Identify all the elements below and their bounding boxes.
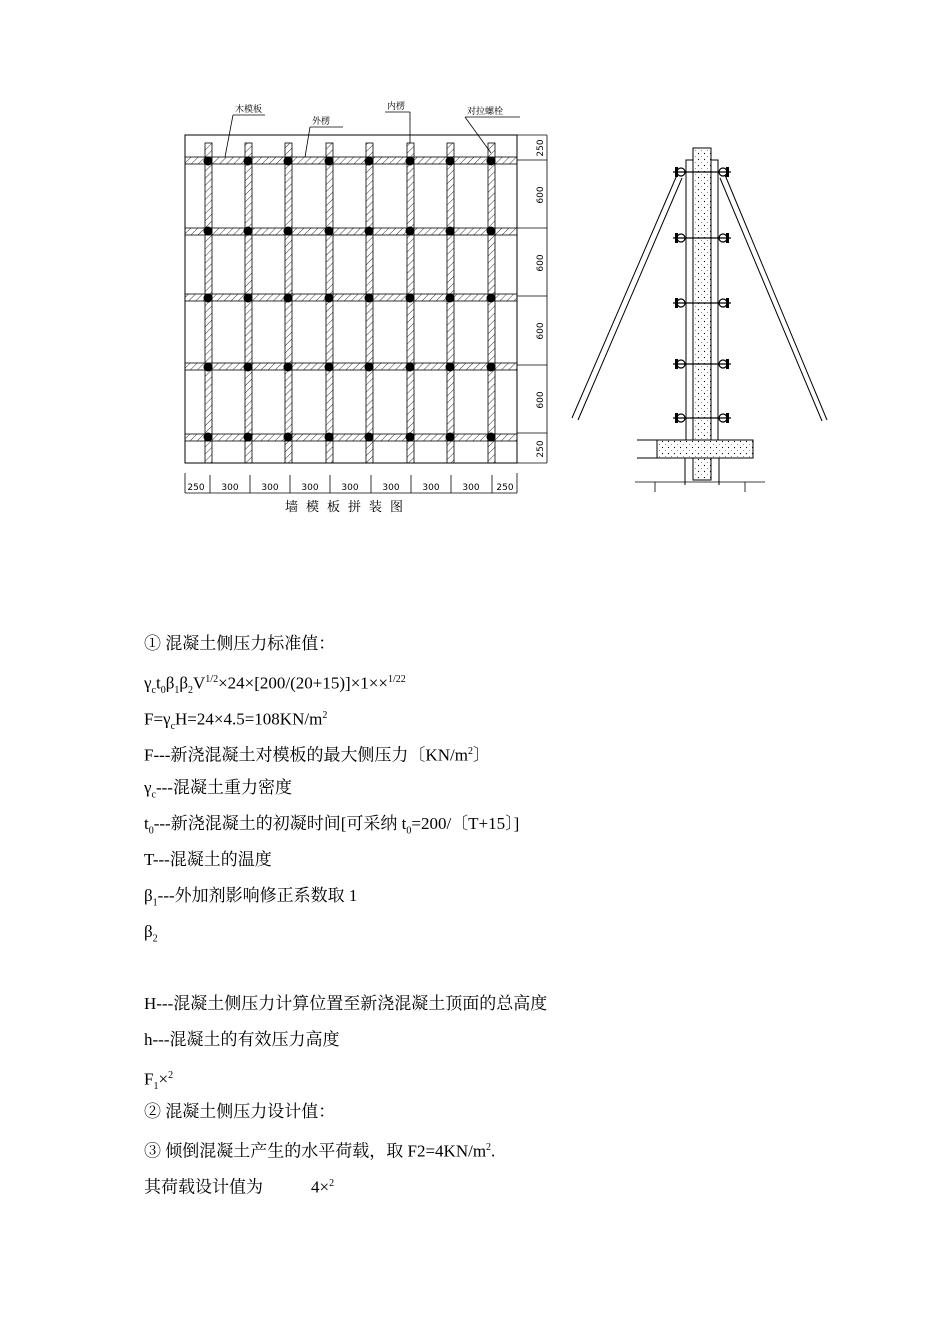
sub: 2 (152, 933, 158, 945)
line-9 (144, 914, 844, 950)
text: ---混凝土重力密度 (155, 778, 292, 797)
text: × (158, 1069, 169, 1089)
line-4 (144, 734, 844, 770)
label-inner-purlin: 内楞 (387, 102, 406, 112)
dim-right: 250 (536, 440, 546, 458)
dim-right: 600 (536, 254, 546, 272)
sub: 2 (188, 685, 194, 697)
sub: 0 (406, 825, 412, 837)
dim-bottom: 300 (301, 483, 319, 493)
line-3 (144, 698, 844, 734)
line-6 (144, 806, 844, 842)
dim-bottom: 250 (496, 483, 514, 493)
text: H---混凝土侧压力计算位置至新浇混凝土顶面的总高度 (144, 994, 548, 1013)
blank-line (144, 950, 844, 986)
text: ② 混凝土侧压力设计值： (144, 1102, 336, 1121)
sup: 1/2 (205, 674, 219, 685)
sub: 1 (153, 1081, 159, 1093)
text: =200/〔T+15〕] (411, 814, 520, 833)
text: γ (144, 778, 152, 797)
line-10 (144, 986, 844, 1022)
text: β (144, 922, 153, 941)
sub: c (170, 721, 176, 733)
line-12 (144, 1058, 844, 1094)
text: γ (144, 673, 152, 693)
text: t (144, 814, 149, 833)
label-wood-formwork: 木模板 (235, 105, 263, 115)
text: β (144, 886, 153, 905)
line-15 (144, 1166, 844, 1202)
outer-purlins (185, 157, 517, 441)
dim-right: 600 (536, 322, 546, 340)
sup: 2 (486, 1142, 492, 1153)
sub: 0 (148, 825, 154, 837)
line-13 (144, 1094, 844, 1130)
text: . (491, 1141, 496, 1161)
line-14 (144, 1130, 844, 1166)
inner-purlins (205, 143, 495, 463)
text: V (193, 673, 206, 693)
sup: 2 (168, 1070, 174, 1081)
text: F---新浇混凝土对模板的最大侧压力〔KN/m (144, 745, 468, 765)
sup: 2 (322, 710, 328, 721)
sub: 1 (152, 897, 158, 909)
text: 4× (311, 1177, 330, 1197)
dim-bottom: 300 (382, 483, 400, 493)
text: T---混凝土的温度 (144, 850, 272, 869)
text: ×24×[200/(20+15)]×1×× (218, 673, 388, 693)
line-1 (144, 626, 844, 662)
text: F=γ (144, 709, 171, 729)
dim-bottom: 300 (462, 483, 480, 493)
figure-caption: 墙模板拼装图 (285, 500, 412, 515)
text: ③ 倾倒混凝土产生的水平荷载，取 F2=4KN/m (144, 1141, 487, 1161)
text: 〕 (472, 745, 490, 765)
text: ---新浇混凝土的初凝时间[可采纳 t (153, 814, 407, 833)
label-outer-purlin: 外楞 (312, 117, 331, 127)
text: h---混凝土的有效压力高度 (144, 1030, 340, 1049)
line-7 (144, 842, 844, 878)
dim-right: 250 (536, 139, 546, 157)
text: ---外加剂影响修正系数取 1 (157, 886, 358, 905)
text: F (144, 1069, 154, 1089)
dim-bottom: 300 (422, 483, 440, 493)
line-11 (144, 1022, 844, 1058)
text: 其荷载设计值为 (144, 1177, 263, 1197)
line-5 (144, 770, 844, 806)
text: ① 混凝土侧压力标准值： (144, 634, 336, 653)
wall-section-diagram (565, 140, 835, 500)
line-8 (144, 878, 844, 914)
dim-bottom: 300 (341, 483, 359, 493)
text: H=24×4.5=108KN/m (175, 709, 323, 729)
calculation-text (144, 626, 844, 1202)
sup: 2 (467, 746, 473, 757)
dim-right: 600 (536, 391, 546, 409)
label-tie-bolt: 对拉螺栓 (467, 107, 504, 117)
text: β (165, 673, 175, 693)
sup: 1/22 (387, 674, 406, 685)
sub: 0 (160, 685, 166, 697)
dim-bottom: 250 (187, 483, 205, 493)
dim-right: 600 (536, 186, 546, 204)
sub: 1 (174, 685, 180, 697)
dim-bottom: 300 (221, 483, 239, 493)
formwork-assembly-diagram (175, 95, 565, 525)
text: β (179, 673, 189, 693)
line-2 (144, 662, 844, 698)
sub: c (151, 789, 156, 801)
dim-bottom: 300 (261, 483, 279, 493)
text: t (155, 673, 161, 693)
sub: c (151, 685, 156, 697)
sup: 2 (329, 1178, 335, 1189)
